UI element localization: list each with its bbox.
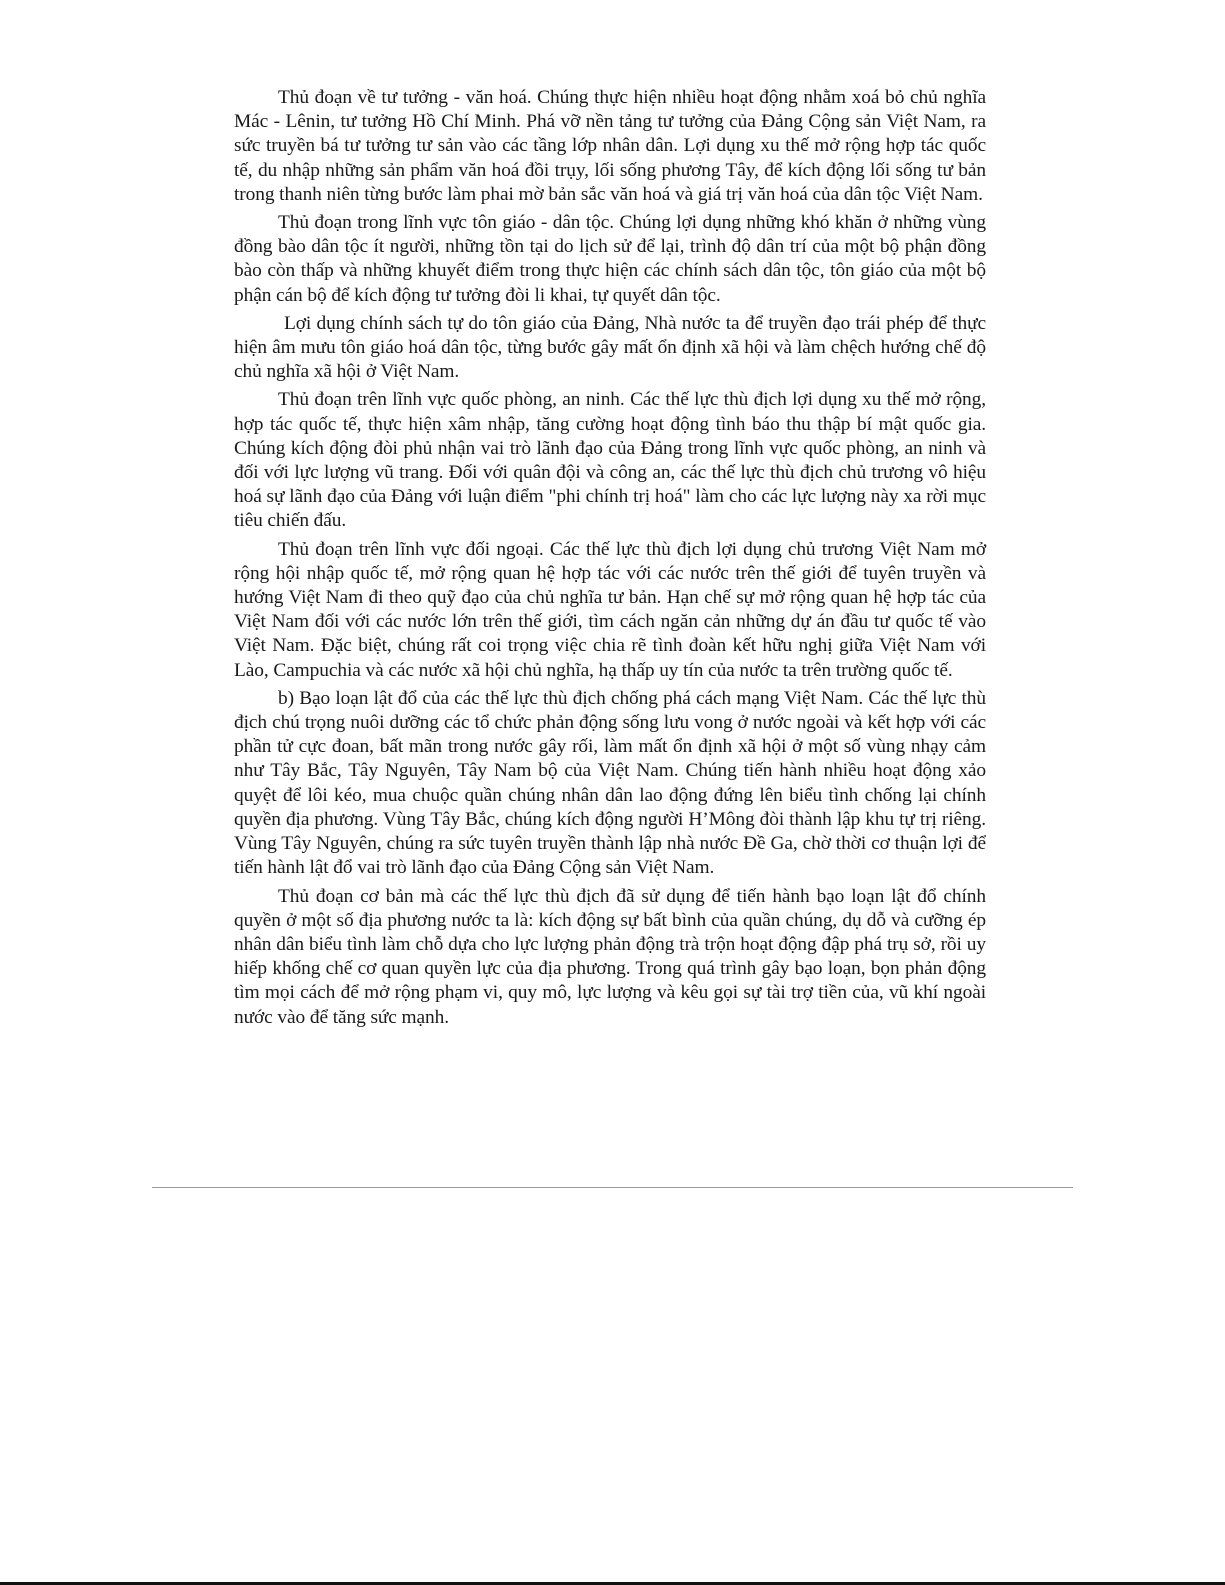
paragraph-riot-overthrow: b) Bạo loạn lật đổ của các thế lực thù địch chống phá cách mạng Việt Nam. Các thế lực thù địch chú trọng nuôi dưỡng các tổ chức phản động sống lưu vong ở nước ngoài và kết hợp với các phần tử cực đoan, bất mãn trong nước gây rối, làm mất ổn định xã hội ở một số vùng nhạy cảm như Tây Bắc, Tây Nguyên, Tây Nam bộ của Việt Nam. Chúng tiến hành nhiều hoạt động xảo quyệt để lôi kéo, mua chuộc quần chúng nhân dân lao động đứng lên biểu tình chống lại chính quyền địa phương. Vùng Tây Bắc, chúng kích động người H’Mông đòi thành lập khu tự trị riêng. Vùng Tây Nguyên, chúng ra sức tuyên truyền thành lập nhà nước Đề Ga, chờ thời cơ thuận lợi để tiến hành lật đổ vai trò lãnh đạo của Đảng Cộng sản Việt Nam. <box>234 687 986 879</box>
paragraph-ideology-culture: Thủ đoạn về tư tưởng - văn hoá. Chúng thực hiện nhiều hoạt động nhằm xoá bỏ chủ nghĩa Mác - Lênin, tư tưởng Hồ Chí Minh. Phá vỡ nền tảng tư tưởng của Đảng Cộng sản Việt Nam, ra sức truyền bá tư tưởng tư sản vào các tầng lớp nhân dân. Lợi dụng xu thế mở rộng hợp tác quốc tế, du nhập những sản phẩm văn hoá đồi trụy, lối sống phương Tây, để kích động lối sống tư bản trong thanh niên từng bước làm phai mờ bản sắc văn hoá và giá trị văn hoá của dân tộc Việt Nam. <box>234 87 986 205</box>
paragraph-defense-security: Thủ đoạn trên lĩnh vực quốc phòng, an ninh. Các thế lực thù địch lợi dụng xu thế mở rộng, hợp tác quốc tế, thực hiện xâm nhập, tăng cường hoạt động tình báo thu thập bí mật quốc gia. Chúng kích động đòi phủ nhận vai trò lãnh đạo của Đảng trong lĩnh vực quốc phòng, an ninh và đối với lực lượng vũ trang. Đối với quân đội và công an, các thế lực thù địch chủ trương vô hiệu hoá sự lãnh đạo của Đảng với luận điểm "phi chính trị hoá" làm cho các lực lượng này xa rời mục tiêu chiến đấu. <box>234 389 986 532</box>
paragraph-foreign-affairs: Thủ đoạn trên lĩnh vực đối ngoại. Các thế lực thù địch lợi dụng chủ trương Việt Nam mở rộng hội nhập quốc tế, mở rộng quan hệ hợp tác với các nước trên thế giới để tuyên truyền và hướng Việt Nam đi theo quỹ đạo của chủ nghĩa tư bản. Hạn chế sự mở rộng quan hệ hợp tác của Việt Nam đối với các nước lớn trên thế giới, tìm cách ngăn cản những dự án đầu tư quốc tế vào Việt Nam. Đặc biệt, chúng rất coi trọng việc chia rẽ tình đoàn kết hữu nghị giữa Việt Nam với Lào, Campuchia và các nước xã hội chủ nghĩa, hạ thấp uy tín của nước ta trên trường quốc tế. <box>234 538 986 681</box>
document-body <box>234 86 986 1034</box>
page-divider <box>152 1187 1073 1188</box>
paragraph-religious-freedom: Lợi dụng chính sách tự do tôn giáo của Đảng, Nhà nước ta để truyền đạo trái phép để thực hiện âm mưu tôn giáo hoá dân tộc, từng bước gây mất ổn định xã hội và làm chệch hướng chế độ chủ nghĩa xã hội ở Việt Nam. <box>234 312 986 383</box>
paragraph-religion-ethnicity: Thủ đoạn trong lĩnh vực tôn giáo - dân tộc. Chúng lợi dụng những khó khăn ở những vùng đồng bào dân tộc ít người, những tồn tại do lịch sử để lại, trình độ dân trí của một bộ phận đồng bào còn thấp và những khuyết điểm trong thực hiện các chính sách dân tộc, tôn giáo của một bộ phận cán bộ để kích động tư tưởng đòi li khai, tự quyết dân tộc. <box>234 212 986 306</box>
paragraph-basic-tactics: Thủ đoạn cơ bản mà các thế lực thù địch đã sử dụng để tiến hành bạo loạn lật đổ chính quyền ở một số địa phương nước ta là: kích động sự bất bình của quần chúng, dụ dỗ và cưỡng ép nhân dân biểu tình làm chỗ dựa cho lực lượng phản động trà trộn hoạt động đập phá trụ sở, rồi uy hiếp khống chế cơ quan quyền lực của địa phương. Trong quá trình gây bạo loạn, bọn phản động tìm mọi cách để mở rộng phạm vi, quy mô, lực lượng và kêu gọi sự tài trợ tiền của, vũ khí ngoài nước vào để tăng sức mạnh. <box>234 885 986 1028</box>
